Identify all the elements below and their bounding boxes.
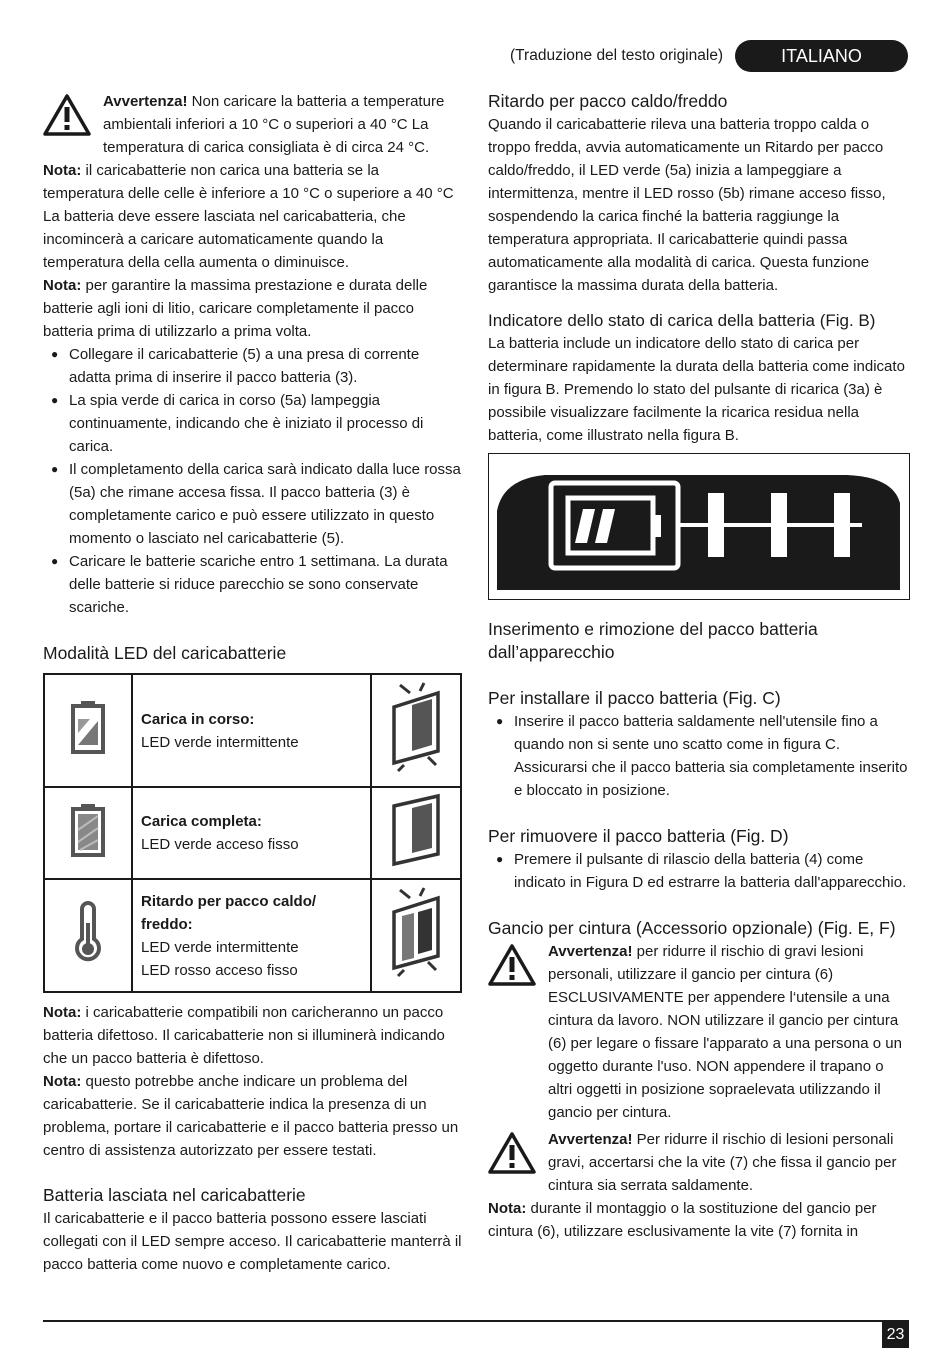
warning-screw [488, 1128, 910, 1197]
table-cell-icon [44, 879, 132, 992]
green-red-led-icon [384, 886, 448, 978]
note-label: Nota: [43, 1004, 82, 1021]
left-column [43, 90, 463, 1276]
table-cell-icon [44, 787, 132, 879]
install-steps-list [488, 710, 910, 802]
note-belt-screw [488, 1197, 910, 1243]
warning-triangle-icon [488, 1131, 536, 1175]
list-item: ● Il completamento della carica sarà indicato dalla luce rossa (5a) che rimane accesa fissa. Il pacco batteria (3) è completamente carico e può essere utilizzato in questo momento o lasciato nel caricabatterie (5). [43, 458, 463, 550]
mode-line: LED verde intermittente [141, 733, 299, 751]
section-heading-install: Per installare il pacco batteria (Fig. C) [488, 688, 781, 708]
table-cell-description [132, 674, 371, 787]
table-row [44, 674, 461, 787]
translation-note: (Traduzione del testo originale) [510, 47, 724, 64]
table-cell-description [132, 787, 371, 879]
note-full-charge [43, 274, 463, 343]
fuel-gauge-illustration [497, 463, 900, 590]
warning-belt-hook [488, 940, 910, 1124]
led-modes-table [43, 673, 462, 993]
note-label: Nota: [43, 277, 82, 294]
right-column [488, 90, 910, 1243]
section-heading-remove: Per rimuovere il pacco batteria (Fig. D) [488, 826, 789, 846]
list-item: ● Collegare il caricabatterie (5) a una presa di corrente adatta prima di inserire il pacco batteria (3). [43, 343, 463, 389]
mode-title: Carica completa: [141, 813, 262, 830]
section-heading-charge-indicator: Indicatore dello stato di carica della batteria (Fig. B) [488, 311, 876, 330]
figure-b [488, 453, 910, 600]
table-row [44, 879, 461, 992]
note-text: i caricabatterie compatibili non caricheranno un pacco batteria difettoso. Il caricabatterie non si illuminerà indicando che un pacco batteria è difettoso. [43, 1004, 445, 1067]
note-cell-temperature [43, 159, 463, 274]
table-cell-light [371, 787, 461, 879]
green-led-solid-icon [384, 790, 448, 870]
mode-title: Ritardo per pacco caldo/ freddo: [141, 892, 317, 933]
note-label: Nota: [43, 1073, 82, 1090]
note-charger-problem [43, 1070, 463, 1162]
mode-line: LED rosso acceso fisso [141, 961, 298, 979]
note-label: Nota: [43, 162, 82, 179]
charging-steps-list [43, 343, 463, 619]
mode-line: LED verde intermittente [141, 938, 299, 956]
section-heading-led-modes: Modalità LED del caricabatterie [43, 643, 287, 663]
table-cell-icon [44, 674, 132, 787]
warning-text: Per ridurre il rischio di lesioni personali gravi, accertarsi che la vite (7) che fissa il gancio per cintura sia serrata saldamente. [548, 1131, 897, 1194]
section-heading-insert-remove: Inserimento e rimozione del pacco batteria dall’apparecchio [488, 619, 818, 662]
warning-text: Non caricare la batteria a temperature ambientali inferiori a 10 °C o superiori a 40 °C La temperatura di carica consigliata è di circa 24 °C. [103, 93, 445, 156]
page-number: 23 [882, 1322, 909, 1348]
section-heading-belt-hook: Gancio per cintura (Accessorio opzionale) (Fig. E, F) [488, 918, 896, 938]
list-item: ● Premere il pulsante di rilascio della batteria (4) come indicato in Figura D ed estrarre la batteria dall'apparecchio. [488, 848, 910, 894]
table-row [44, 787, 461, 879]
remove-steps-list [488, 848, 910, 894]
left-in-charger-text: Il caricabatterie e il pacco batteria possono essere lasciati collegati con il LED sempre acceso. Il caricabatterie manterrà il pacco batteria come nuovo e completamente carico. [43, 1210, 462, 1273]
note-text: il caricabatterie non carica una batteria se la temperatura delle celle è inferiore a 10 °C o superiore a 40 °C La batteria deve essere lasciata nel caricabatteria, che incomincerà a caricare automaticamente quando la temperatura della cella aumenta o diminuisce. [43, 162, 454, 271]
warning-triangle-icon [488, 943, 536, 987]
green-led-blinking-icon [384, 681, 448, 773]
warning-label: Avvertenza! [548, 943, 633, 960]
battery-full-icon [70, 802, 106, 858]
section-heading-hot-cold: Ritardo per pacco caldo/freddo [488, 91, 728, 111]
table-cell-light [371, 879, 461, 992]
warning-label: Avvertenza! [548, 1131, 633, 1148]
language-badge: ITALIANO [735, 40, 908, 72]
note-text: per garantire la massima prestazione e durata delle batterie agli ioni di litio, caricare completamente il pacco batteria prima di utilizzarlo a prima volta. [43, 277, 428, 340]
list-item: ● Caricare le batterie scariche entro 1 settimana. La durata delle batterie si riduce parecchio se sono conservate scariche. [43, 550, 463, 619]
hot-cold-text: Quando il caricabatterie rileva una batteria troppo calda o troppo fredda, avvia automaticamente un Ritardo per pacco caldo/freddo, il LED verde (5a) inizia a lampeggiare a intermittenza, mentre il LED rosso (5b) rimane acceso fisso, sospendendo la carica finché la batteria raggiunge la temperatura appropriata. Il caricabatterie quindi passa automaticamente alla modalità di carica. Questa funzione garantisce la massima durata della batteria. [488, 116, 886, 294]
section-heading-left-in-charger: Batteria lasciata nel caricabatterie [43, 1185, 306, 1205]
list-item: ● Inserire il pacco batteria saldamente nell'utensile fino a quando non si sente uno scatto come in figura C. Assicurarsi che il pacco batteria sia completamente inserito e bloccato in posizione. [488, 710, 910, 802]
note-defective-pack [43, 1001, 463, 1070]
footer-rule [43, 1320, 909, 1322]
note-text: durante il montaggio o la sostituzione del gancio per cintura (6), utilizzare esclusivamente la vite (7) fornita in [488, 1200, 877, 1240]
warning-temperature [43, 90, 463, 159]
charge-indicator-text: La batteria include un indicatore dello stato di carica per determinare rapidamente la durata della batteria come indicato in figura B. Premendo lo stato del pulsante di ricarica (3a) è possibile visualizzare facilmente la ricarica residua nella batteria, come illustrato nella figura B. [488, 335, 905, 444]
battery-charging-icon [70, 699, 106, 755]
list-item: ● La spia verde di carica in corso (5a) lampeggia continuamente, indicando che è iniziato il processo di carica. [43, 389, 463, 458]
warning-label: Avvertenza! [103, 93, 188, 110]
table-cell-light [371, 674, 461, 787]
note-text: questo potrebbe anche indicare un problema del caricabatterie. Se il caricabatterie indica la presenza di un problema, portare il caricabatterie e il pacco batteria presso un centro di assistenza autorizzato per essere testati. [43, 1073, 459, 1159]
thermometer-icon [73, 901, 103, 963]
mode-title: Carica in corso: [141, 710, 255, 728]
mode-line: LED verde acceso fisso [141, 836, 299, 853]
note-label: Nota: [488, 1200, 527, 1217]
table-cell-description [132, 879, 371, 992]
warning-triangle-icon [43, 93, 91, 137]
warning-text: per ridurre il rischio di gravi lesioni personali, utilizzare il gancio per cintura (6) ESCLUSIVAMENTE per appendere l‘utensile a una cintura da lavoro. NON utilizzare il gancio per cintura (6) per legare o fissare l'apparato a una persona o un oggetto durante l'uso. NON appendere il trapano o altri oggetti in posizione sopraelevata utilizzando il gancio per cintura. [548, 943, 902, 1121]
